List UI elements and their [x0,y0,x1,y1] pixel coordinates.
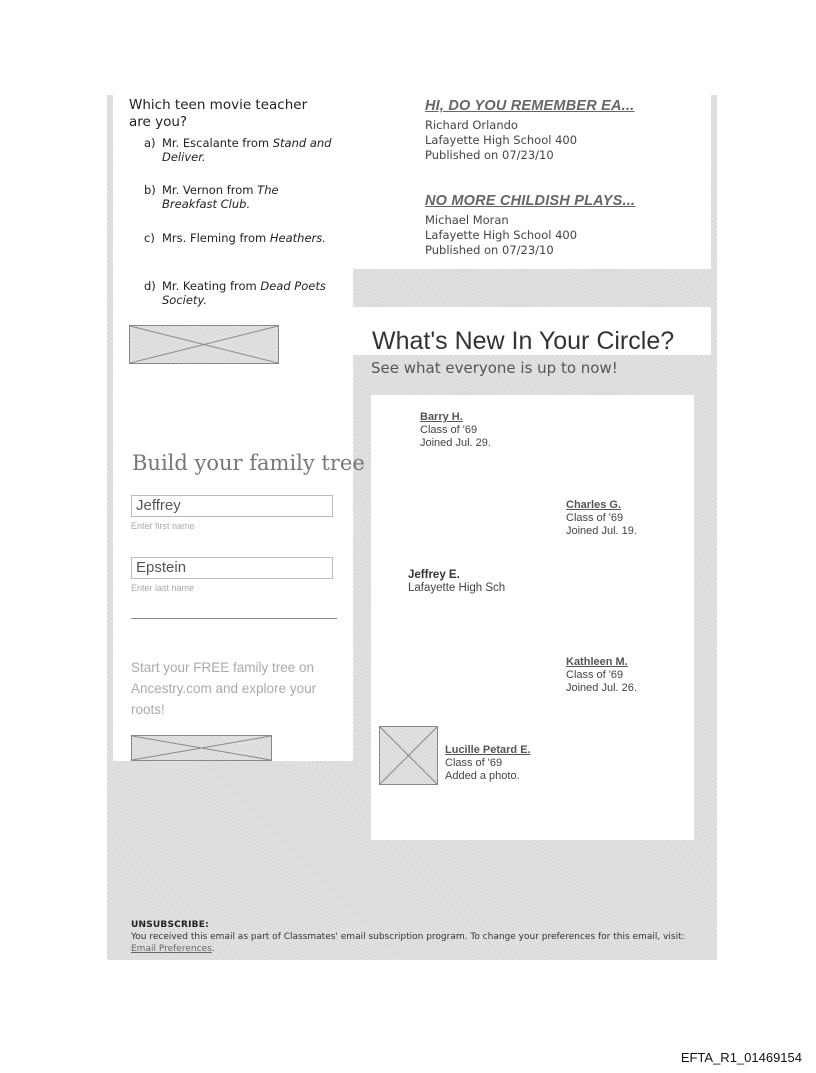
person-detail: Joined Jul. 29. [420,437,491,449]
person-detail: Class of '69 [445,757,503,769]
person-detail: Class of '69 [566,669,624,681]
quiz-image-placeholder[interactable] [129,325,279,364]
person-detail: Lafayette High Sch [408,582,506,594]
quiz-option-d[interactable] [144,279,334,307]
quiz-option-b[interactable] [144,183,334,211]
person-name-link[interactable]: Kathleen M. [566,656,628,668]
person-detail: Class of '69 [566,512,624,524]
first-name-hint: Enter first name [131,521,195,531]
divider [131,618,337,619]
family-tree-title: Build your family tree [132,451,365,475]
option-suffix: . [322,231,326,245]
last-name-hint: Enter last name [131,583,195,593]
quiz-option-a[interactable] [144,136,334,164]
first-name-field[interactable]: Jeffrey [131,495,333,517]
article-school: Lafayette High School 400 [425,228,578,242]
option-movie-title: Dead Poets Society [162,279,326,307]
article-date: Published on 07/23/10 [425,148,554,162]
option-letter: d) [144,279,156,293]
article-title-link[interactable]: HI, DO YOU REMEMBER EA... [425,98,635,114]
quiz-option-c[interactable] [144,231,334,245]
unsubscribe-heading: UNSUBSCRIBE: [131,920,209,930]
person-detail: Class of '69 [420,424,478,436]
document-id: EFTA_R1_01469154 [680,1050,802,1065]
article-date: Published on 07/23/10 [425,243,554,257]
person-detail: Joined Jul. 26. [566,682,637,694]
person-name-link[interactable]: Barry H. [420,411,463,423]
article-title-link[interactable]: NO MORE CHILDISH PLAYS... [425,193,636,209]
option-suffix: . [203,293,208,307]
circle-person [566,499,637,538]
option-letter: b) [144,183,156,197]
option-prefix: Mr. Keating from [162,279,261,293]
circle-subtitle: See what everyone is up to now! [371,359,618,377]
article-author: Richard Orlando [425,118,518,132]
circle-person [445,744,531,783]
broken-image-icon [130,326,278,363]
person-detail: Added a photo. [445,770,520,782]
circle-person [420,411,491,450]
person-detail: Joined Jul. 19. [566,525,637,537]
option-movie-title: Stand and Deliver [162,136,332,164]
option-letter: a) [144,136,156,150]
article-school: Lafayette High School 400 [425,133,578,147]
quiz-question: Which teen movie teacher are you? [129,97,308,130]
person-photo-placeholder[interactable] [379,726,438,785]
option-movie-title: The Breakfast Club [162,183,279,211]
circle-person [566,656,637,695]
broken-image-icon [380,727,437,784]
option-suffix: . [246,197,251,211]
option-prefix: Mr. Escalante from [162,136,273,150]
start-tree-button-placeholder[interactable] [131,735,272,761]
option-movie-title: Heathers [269,231,323,245]
article-author: Michael Moran [425,213,509,227]
person-name: Jeffrey E. [408,569,460,581]
circle-title: What's New In Your Circle? [372,327,675,355]
unsubscribe-body: You received this email as part of Classmates' email subscription program. To change your preferences for this email, visit: [131,932,685,942]
option-prefix: Mrs. Fleming from [162,231,270,245]
person-name-link[interactable]: Lucille Petard E. [445,744,531,756]
circle-person [408,569,505,595]
last-name-field[interactable]: Epstein [131,557,333,579]
unsubscribe-end: . [211,944,215,954]
option-prefix: Mr. Vernon from [162,183,258,197]
option-letter: c) [144,231,155,245]
option-suffix: . [201,150,206,164]
unsubscribe-text [131,931,696,955]
family-tree-promo: Start your FREE family tree on Ancestry.com and explore your roots! [131,660,317,717]
person-name-link[interactable]: Charles G. [566,499,622,511]
broken-image-icon [132,736,271,760]
email-preferences-link[interactable]: Email Preferences [131,944,212,954]
